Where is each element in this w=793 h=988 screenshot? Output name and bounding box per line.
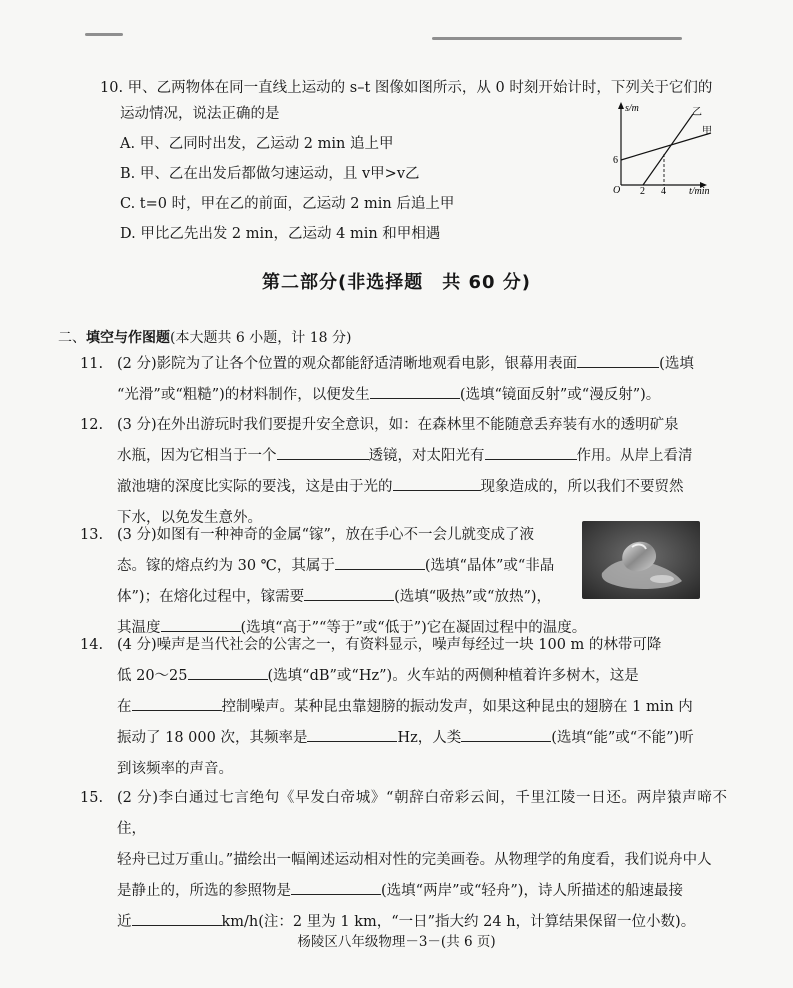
- q14-blank-2[interactable]: [132, 694, 222, 711]
- q13-number: 13.: [80, 527, 104, 543]
- q13-text-2: 态。镓的熔点约为 30 ℃，其属于: [117, 558, 335, 574]
- q13-blank-1[interactable]: [335, 553, 425, 570]
- graph-y-label: s/m: [625, 103, 639, 114]
- q14-blank-1[interactable]: [188, 663, 268, 680]
- graph-label-yi: 乙: [692, 107, 702, 118]
- q12-text-1: (3 分)在外出游玩时我们要提升安全意识，如：在森林里不能随意丢弃装有水的透明矿泉: [117, 417, 679, 433]
- q14-text-7: Hz，人类: [397, 730, 462, 746]
- q11-text-2: (选填: [659, 356, 694, 372]
- graph-x-tick-4: 4: [661, 186, 666, 195]
- q15-text-2: 轻舟已过万重山。”描绘出一幅阐述运动相对性的完美画卷。从物理学的角度看，我们说舟中人: [117, 852, 712, 868]
- q15-text-6: km/h(注：2 里为 1 km，“一日”指大约 24 h，计算结果保留一位小数)。: [221, 914, 696, 930]
- scan-artifact-left: [85, 33, 123, 36]
- q14-text-8: (选填“能”或“不能”)听: [551, 730, 694, 746]
- graph-label-jia: 甲: [702, 126, 712, 137]
- q14-text-1: (4 分)噪声是当代社会的公害之一，有资料显示，噪声每经过一块 100 m 的林带可降: [117, 637, 662, 653]
- q14-blank-3[interactable]: [307, 725, 397, 742]
- q15-text-4: (选填“两岸”或“轻舟”)，诗人所描述的船速最接: [381, 883, 683, 899]
- q11-number: 11.: [80, 356, 104, 372]
- q10-option-d: D. 甲比乙先出发 2 min，乙运动 4 min 和甲相遇: [120, 226, 441, 242]
- q13-text-6: 其温度: [117, 620, 161, 636]
- q13-text-4: 体”)；在熔化过程中，镓需要: [117, 589, 305, 605]
- section-title: 填空与作图题: [86, 330, 170, 346]
- q14-text-3: (选填“dB”或“Hz”)。火车站的两侧种植着许多树木，这是: [267, 668, 639, 684]
- q13-text-1: (3 分)如图有一种神奇的金属“镓”，放在手心不一会儿就变成了液: [117, 527, 534, 543]
- q14-text-5: 控制噪声。某种昆虫靠翅膀的振动发声，如果这种昆虫的翅膀在 1 min 内: [221, 699, 693, 715]
- question-11: [80, 349, 727, 411]
- q12-text-2: 水瓶，因为它相当于一个: [117, 448, 277, 464]
- q10-option-a: A. 甲、乙同时出发，乙运动 2 min 追上甲: [120, 136, 394, 152]
- q15-text-1: (2 分)李白通过七言绝句《早发白帝城》“朝辞白帝彩云间，千里江陵一日还。两岸猿声啼不住，: [117, 790, 727, 837]
- graph-y-arrow: [618, 102, 624, 109]
- q14-text-4: 在: [117, 699, 132, 715]
- q10-stem-line2: 运动情况，说法正确的是: [120, 106, 280, 122]
- graph-x-label: t/min: [689, 186, 710, 195]
- q13-blank-2[interactable]: [304, 584, 394, 601]
- q14-text-9: 到该频率的声音。: [117, 761, 233, 777]
- question-15: [80, 783, 727, 938]
- q14-blank-4[interactable]: [461, 725, 551, 742]
- graph-x-tick-2: 2: [640, 186, 645, 195]
- q12-blank-3[interactable]: [393, 474, 481, 491]
- q15-text-5: 近: [117, 914, 132, 930]
- graph-y-tick-6: 6: [613, 155, 618, 166]
- line-jia: [621, 133, 711, 160]
- question-13: [80, 520, 587, 644]
- q10-option-c: C. t=0 时，甲在乙的前面，乙运动 2 min 后追上甲: [120, 196, 455, 212]
- q10-stem-line1: 10. 甲、乙两物体在同一直线上运动的 s–t 图像如图所示，从 0 时刻开始计时，下列关于它们的: [100, 80, 713, 96]
- q10-option-b: B. 甲、乙在出发后都做匀速运动，且 v甲>v乙: [120, 166, 420, 182]
- q12-text-6: 现象造成的，所以我们不要贸然: [480, 479, 684, 495]
- q13-text-3: (选填“晶体”或“非晶: [424, 558, 555, 574]
- q11-blank-1[interactable]: [577, 351, 659, 368]
- gallium-melting-photo: [582, 521, 700, 599]
- scan-artifact-right: [432, 37, 682, 40]
- q14-number: 14.: [80, 637, 104, 653]
- q15-blank-2[interactable]: [132, 909, 222, 926]
- q12-number: 12.: [80, 417, 104, 433]
- q14-text-6: 振动了 18 000 次，其频率是: [117, 730, 308, 746]
- q12-blank-2[interactable]: [485, 443, 577, 460]
- q14-text-2: 低 20～25: [117, 668, 188, 684]
- q12-text-5: 澈池塘的深度比实际的要浅，这是由于光的: [117, 479, 393, 495]
- question-12: [80, 410, 727, 534]
- q12-text-3: 透镜，对太阳光有: [368, 448, 485, 464]
- page-footer: 杨陵区八年级物理－3－(共 6 页): [297, 934, 496, 950]
- q11-text-4: (选填“镜面反射”或“漫反射”)。: [459, 387, 661, 403]
- q12-text-7: 下水，以免发生意外。: [117, 510, 262, 526]
- q11-text-1: (2 分)影院为了让各个位置的观众都能舒适清晰地观看电影，银幕用表面: [117, 356, 578, 372]
- section-two-header: [58, 327, 351, 347]
- question-14: [80, 630, 727, 785]
- q15-text-3: 是静止的，所选的参照物是: [117, 883, 291, 899]
- q11-blank-2[interactable]: [370, 382, 460, 399]
- st-graph: [605, 100, 725, 195]
- section-number: 二、: [58, 330, 86, 346]
- q13-text-7: (选填“高于”“等于”或“低于”)它在凝固过程中的温度。: [240, 620, 587, 636]
- q11-text-3: “光滑”或“粗糙”)的材料制作，以便发生: [117, 387, 370, 403]
- q13-text-5: (选填“吸热”或“放热”)，: [394, 589, 552, 605]
- q12-text-4: 作用。从岸上看清: [576, 448, 693, 464]
- part-two-title: 第二部分(非选择题 共 60 分): [261, 272, 532, 293]
- graph-origin-label: O: [613, 185, 621, 195]
- q15-number: 15.: [80, 790, 104, 806]
- line-yi: [643, 114, 693, 185]
- section-note: (本大题共 6 小题，计 18 分): [170, 330, 352, 346]
- q12-blank-1[interactable]: [277, 443, 369, 460]
- q15-blank-1[interactable]: [291, 878, 381, 895]
